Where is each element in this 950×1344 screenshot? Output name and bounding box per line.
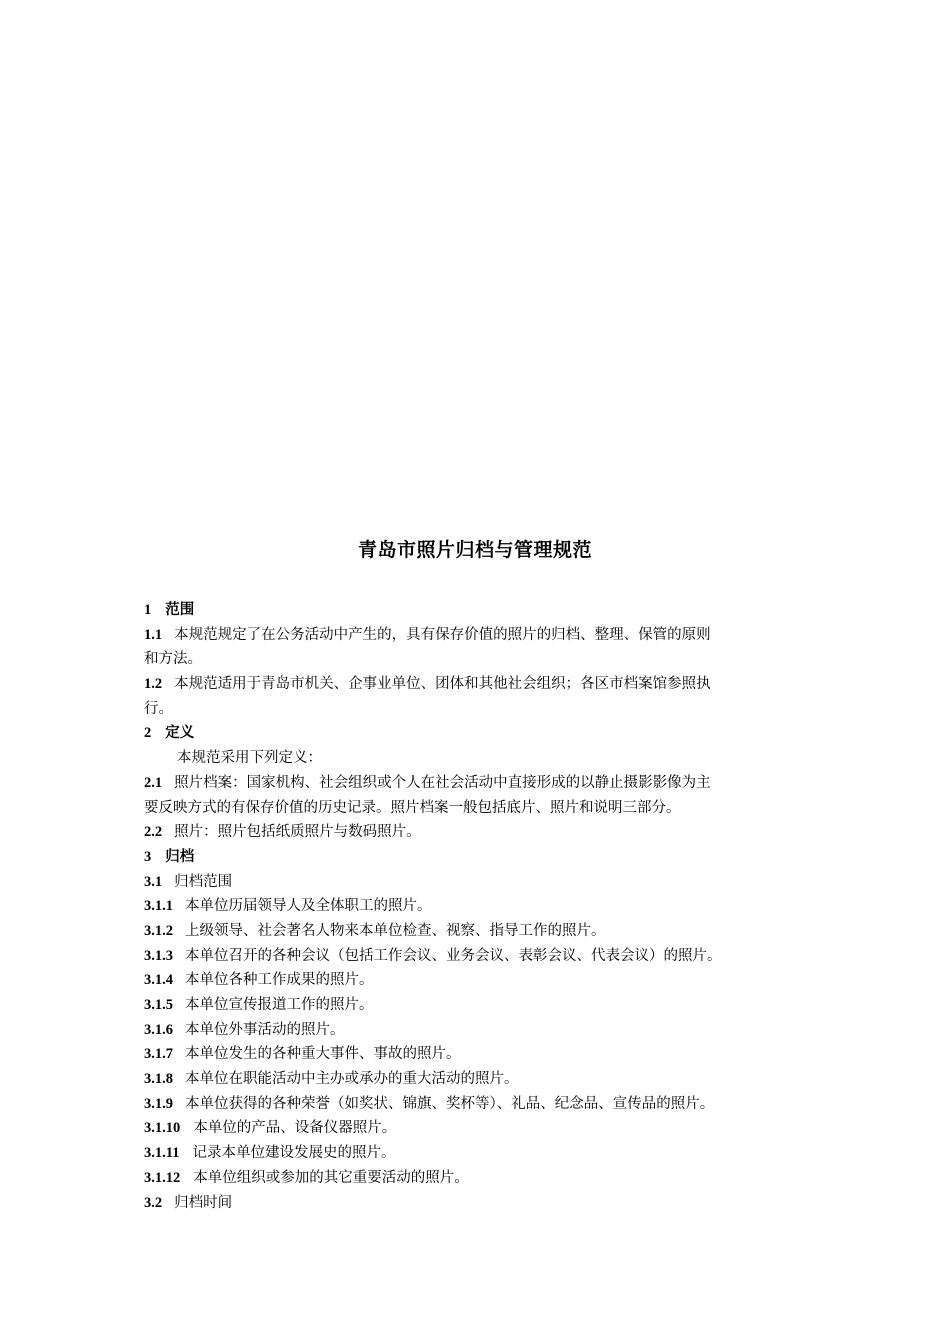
clause-line [144, 1067, 808, 1092]
clause-line [144, 672, 808, 697]
clause-text: 行。 [144, 700, 173, 717]
clause-number: 3.1.7 [144, 1046, 173, 1063]
clause-text: 本规范规定了在公务活动中产生的，具有保存价值的照片的归档、整理、保管的原则 [174, 626, 711, 643]
section-title: 归档 [165, 847, 195, 865]
document-title: 青岛市照片归档与管理规范 [357, 539, 592, 561]
clause-text: 要反映方式的有保存价值的历史记录。照片档案一般包括底片、照片和说明三部分。 [144, 799, 681, 816]
clause-line [144, 870, 808, 895]
clause-number: 3.1.3 [144, 947, 173, 964]
section-heading [144, 845, 808, 870]
clause-line [144, 894, 808, 919]
clause-text: 本单位在职能活动中主办或承办的重大活动的照片。 [185, 1071, 519, 1088]
clause-number: 2.2 [144, 824, 163, 841]
section-title: 范围 [165, 601, 195, 618]
clause-number: 1.2 [144, 676, 163, 693]
clause-text: 本单位各种工作成果的照片。 [185, 972, 374, 989]
clause-number: 3.1.10 [144, 1120, 181, 1137]
clause-number: 3.2 [144, 1194, 163, 1211]
section-number: 3 [144, 848, 152, 865]
clause-text: 记录本单位建设发展史的照片。 [192, 1145, 396, 1162]
clause-continuation [144, 796, 808, 821]
clause-text: 归档时间 [174, 1194, 233, 1211]
clause-number: 3.1.6 [144, 1021, 173, 1038]
clause-number: 3.1.9 [144, 1095, 173, 1112]
clause-line [144, 1116, 808, 1141]
clause-text: 照片档案：国家机构、社会组织或个人在社会活动中直接形成的以静止摄影影像为主 [174, 774, 711, 791]
section-number: 1 [144, 602, 152, 618]
clause-text: 上级领导、社会著名人物来本单位检查、视察、指导工作的照片。 [185, 922, 606, 939]
clause-number: 2.1 [144, 774, 163, 791]
clause-line [144, 1018, 808, 1043]
section-heading [144, 598, 808, 623]
clause-text: 和方法。 [144, 651, 202, 668]
clause-text: 归档范围 [174, 873, 233, 890]
clause-line [144, 1092, 808, 1117]
clause-line [144, 623, 808, 648]
clause-text: 本规范适用于青岛市机关、企事业单位、团体和其他社会组织；各区市档案馆参照执 [174, 676, 711, 693]
clause-text: 本单位的产品、设备仪器照片。 [193, 1120, 397, 1137]
clause-number: 3.1 [144, 873, 163, 890]
clause-text: 照片：照片包括纸质照片与数码照片。 [174, 824, 421, 841]
clause-number: 3.1.4 [144, 972, 173, 989]
clause-line [144, 944, 808, 969]
clause-line [144, 1191, 808, 1216]
clause-text: 本单位获得的各种荣誉（如奖状、锦旗、奖杯等）、礼品、纪念品、宣传品的照片。 [185, 1095, 715, 1112]
clause-continuation [144, 647, 808, 672]
clause-line [144, 993, 808, 1018]
clause-line [144, 968, 808, 993]
section-title: 定义 [165, 724, 195, 742]
clause-line [144, 820, 808, 845]
clause-number: 3.1.1 [144, 898, 173, 915]
clause-line [144, 919, 808, 944]
clause-text: 本单位组织或参加的其它重要活动的照片。 [193, 1169, 469, 1186]
clause-continuation [144, 697, 808, 722]
clause-line [144, 771, 808, 796]
clause-line [144, 1166, 808, 1191]
clause-number: 3.1.8 [144, 1071, 173, 1088]
clause-number: 3.1.5 [144, 997, 173, 1013]
clause-number: 3.1.12 [144, 1169, 181, 1186]
document-body [144, 598, 808, 1215]
section-heading [144, 721, 808, 746]
clause-text: 本单位外事活动的照片。 [185, 1021, 345, 1038]
clause-number: 3.1.11 [144, 1145, 180, 1162]
clause-text: 本单位宣传报道工作的照片。 [185, 997, 374, 1013]
clause-text: 本单位召开的各种会议（包括工作会议、业务会议、表彰会议、代表会议）的照片。 [185, 947, 722, 964]
clause-number: 3.1.2 [144, 922, 173, 939]
section-number: 2 [144, 725, 152, 742]
clause-text: 本单位历届领导人及全体职工的照片。 [185, 898, 432, 915]
clause-text: 本单位发生的各种重大事件、事故的照片。 [185, 1046, 461, 1063]
paragraph-text: 本规范采用下列定义： [177, 750, 322, 767]
clause-line [144, 1141, 808, 1166]
clause-number: 1.1 [144, 626, 163, 643]
clause-line [144, 1042, 808, 1067]
intro-paragraph [144, 746, 808, 771]
